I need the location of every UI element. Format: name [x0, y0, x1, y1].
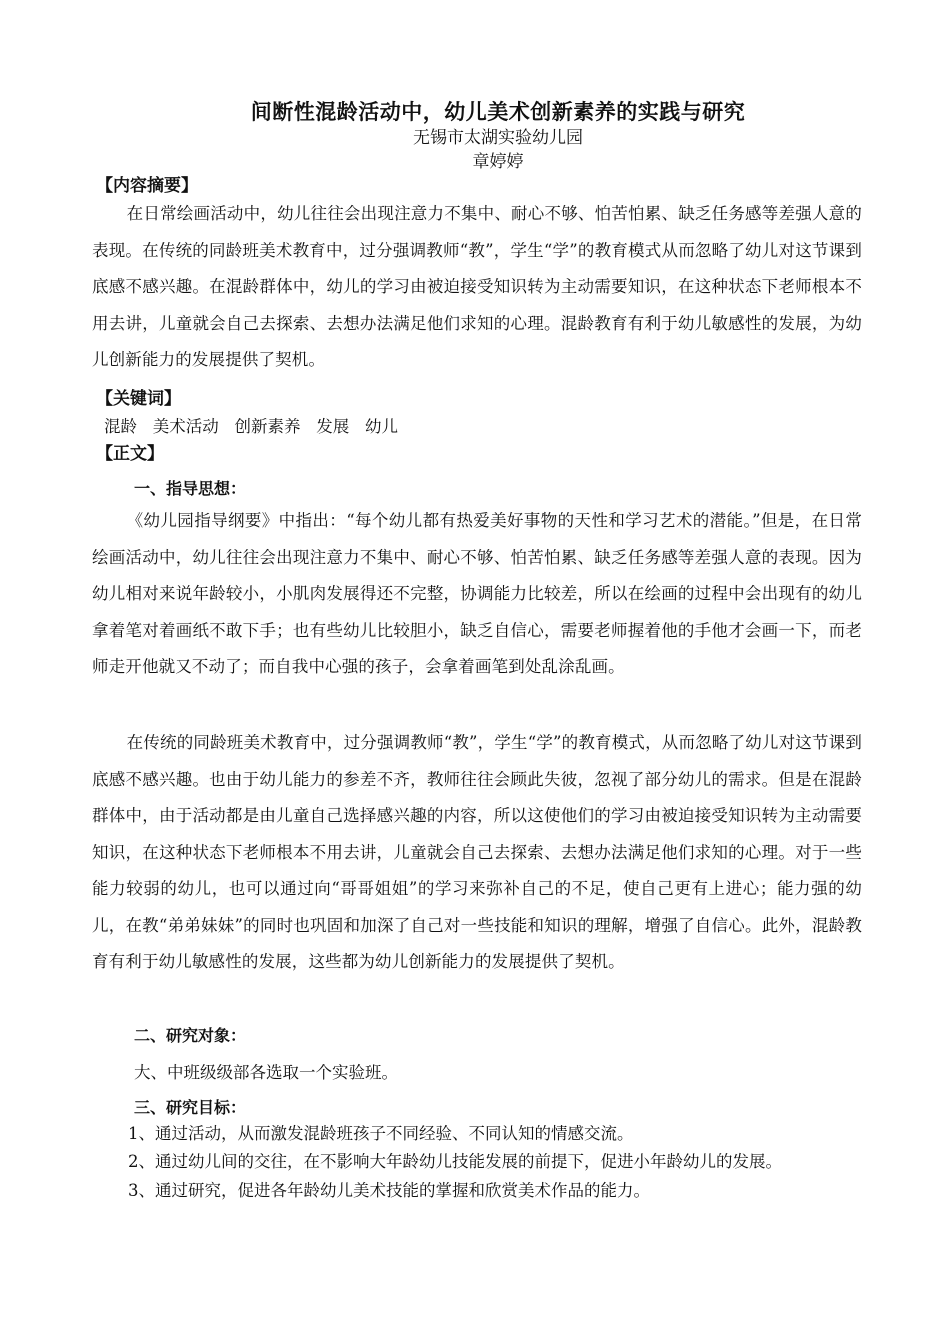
keywords-list [104, 415, 398, 439]
section-paragraph: 在传统的同龄班美术教育中，过分强调教师“教”，学生“学”的教育模式，从而忽略了幼儿对这节课到底感不感兴趣。也由于幼儿能力的参差不齐，教师往往会顾此失彼，忽视了部分幼儿的需求。但是在混龄群体中，由于活动都是由儿童自己选择感兴趣的内容，所以这使他们的学习由被迫接受知识转为主动需要知识，在这种状态下老师根本不用去讲，儿童就会自己去探索、去想办法满足他们求知的心理。对于一些能力较弱的幼儿，也可以通过向“哥哥姐姐”的学习来弥补自己的不足，使自己更有上进心；能力强的幼儿，在教“弟弟妹妹”的同时也巩固和加深了自己对一些技能和知识的理解，增强了自信心。此外，混龄教育有利于幼儿敏感性的发展，这些都为幼儿创新能力的发展提供了契机。 [92, 733, 862, 971]
keyword-item: 发展 [316, 417, 350, 436]
abstract-text: 在日常绘画活动中，幼儿往往会出现注意力不集中、耐心不够、怕苦怕累、缺乏任务感等差强人意的表现。在传统的同龄班美术教育中，过分强调教师“教”，学生“学”的教育模式从而忽略了幼儿对这节课到底感不感兴趣。在混龄群体中，幼儿的学习由被迫接受知识转为主动需要知识，在这种状态下老师根本不用去讲，儿童就会自己去探索、去想办法满足他们求知的心理。混龄教育有利于幼儿敏感性的发展，为幼儿创新能力的发展提供了契机。 [92, 204, 862, 369]
subjects-text: 大、中班级级部各选取一个实验班。 [134, 1063, 398, 1082]
keyword-item: 美术活动 [152, 417, 219, 436]
section-heading-goals: 三、研究目标： [134, 1098, 247, 1117]
document-title: 间断性混龄活动中，幼儿美术创新素养的实践与研究 [250, 100, 746, 124]
goal-item: 2、通过幼儿间的交往，在不影响大年龄幼儿技能发展的前提下，促进小年龄幼儿的发展。 [128, 1152, 782, 1171]
section-heading-guiding: 一、指导思想： [134, 479, 247, 498]
institution-name: 无锡市太湖实验幼儿园 [413, 128, 583, 148]
body-heading: 【正文】 [96, 444, 164, 464]
keyword-item: 幼儿 [365, 417, 398, 436]
keywords-heading: 【关键词】 [96, 389, 181, 409]
goal-item: 1、通过活动，从而激发混龄班孩子不同经验、不同认知的情感交流。 [128, 1124, 634, 1143]
keyword-item: 混龄 [104, 417, 137, 436]
author-name: 章婷婷 [472, 152, 524, 172]
section-paragraph: 《幼儿园指导纲要》中指出：“每个幼儿都有热爱美好事物的天性和学习艺术的潜能。”但是，在日常绘画活动中，幼儿往往会出现注意力不集中、耐心不够、怕苦怕累、缺乏任务感等差强人意的表现。因为幼儿相对来说年龄较小，小肌肉发展得还不完整，协调能力比较差，所以在绘画的过程中会出现有的幼儿拿着笔对着画纸不敢下手；也有些幼儿比较胆小，缺乏自信心，需要老师握着他的手他才会画一下，而老师走开他就又不动了；而自我中心强的孩子，会拿着画笔到处乱涂乱画。 [92, 511, 862, 676]
keyword-item: 创新素养 [234, 417, 301, 436]
section-heading-subjects: 二、研究对象： [134, 1026, 247, 1045]
abstract-heading: 【内容摘要】 [96, 176, 198, 196]
goal-item: 3、通过研究，促进各年龄幼儿美术技能的掌握和欣赏美术作品的能力。 [128, 1181, 650, 1200]
